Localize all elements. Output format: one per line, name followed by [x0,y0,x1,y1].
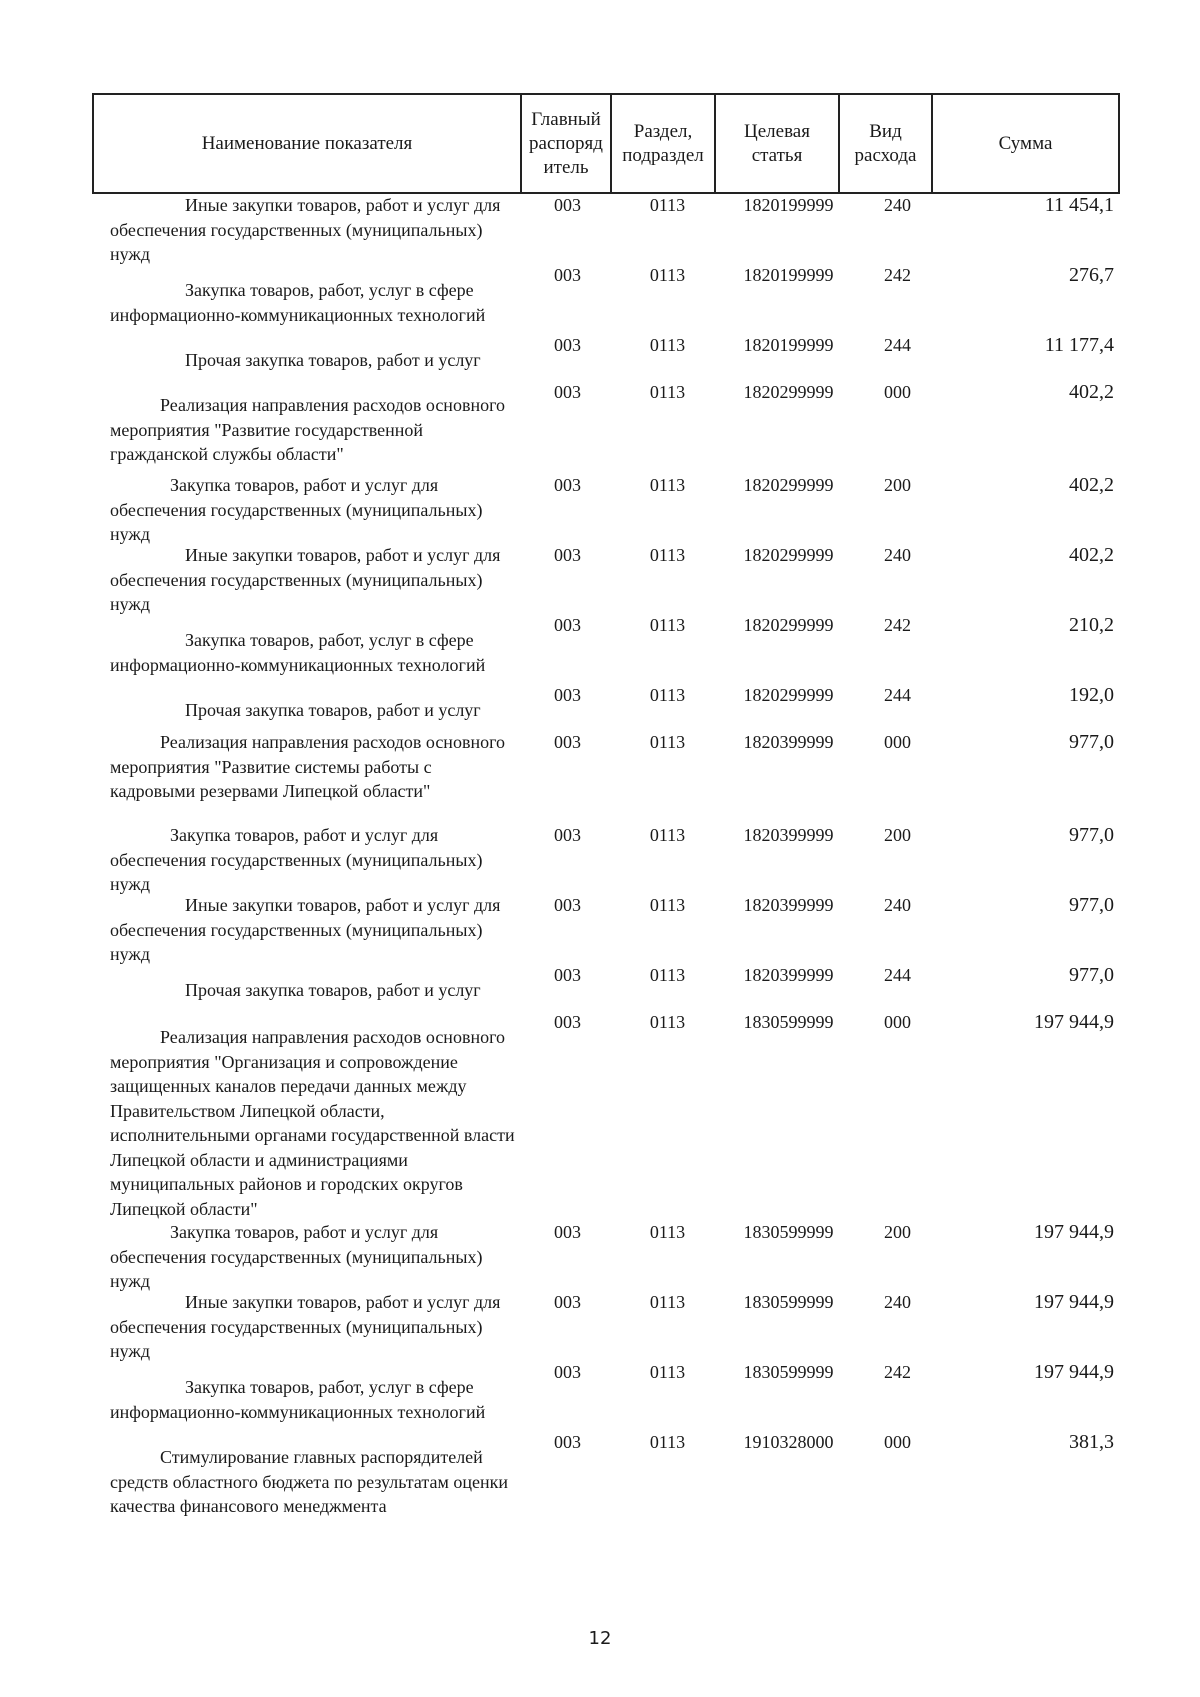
row-vid: 000 [884,1432,911,1452]
row-vid: 200 [884,1222,911,1242]
row-celevaya: 1820299999 [743,615,834,635]
row-razdel: 0113 [649,475,686,495]
row-razdel: 0113 [649,265,686,285]
row-summa: 197 944,9 [1034,1011,1114,1033]
row-summa: 210,2 [1069,614,1114,636]
row-celevaya: 1820399999 [743,965,834,985]
row-razdel: 0113 [649,195,686,215]
row-vid: 242 [884,615,911,635]
row-glavny: 003 [554,335,581,355]
header-vid: Вид расхода [839,94,932,193]
row-name: Закупка товаров, работ и услуг для обеспечения государственных (муниципальных) нужд [110,825,483,894]
header-name: Наименование показателя [93,94,521,193]
row-name: Стимулирование главных распорядителей средств областного бюджета по результатам оценки качества финансового менеджмента [110,1447,508,1516]
page-number: 12 [588,1628,612,1649]
row-vid: 240 [884,895,911,915]
header-celevaya: Целевая статья [715,94,839,193]
row-summa: 977,0 [1069,894,1114,916]
row-vid: 242 [884,265,911,285]
row-vid: 200 [884,475,911,495]
row-vid: 000 [884,1012,911,1032]
row-glavny: 003 [554,895,581,915]
row-razdel: 0113 [649,965,686,985]
row-razdel: 0113 [649,825,686,845]
row-razdel: 0113 [649,1432,686,1452]
row-name: Закупка товаров, работ и услуг для обеспечения государственных (муниципальных) нужд [110,1222,483,1291]
row-glavny: 003 [554,825,581,845]
row-vid: 000 [884,732,911,752]
row-glavny: 003 [554,1012,581,1032]
row-vid: 240 [884,545,911,565]
row-razdel: 0113 [649,615,686,635]
row-razdel: 0113 [649,732,686,752]
row-celevaya: 1910328000 [743,1432,834,1452]
row-name: Иные закупки товаров, работ и услуг для обеспечения государственных (муниципальных) нужд [110,1292,501,1361]
row-razdel: 0113 [649,335,686,355]
row-celevaya: 1820399999 [743,732,834,752]
row-vid: 242 [884,1362,911,1382]
row-razdel: 0113 [649,1222,686,1242]
row-glavny: 003 [554,195,581,215]
row-vid: 244 [884,965,911,985]
row-celevaya: 1830599999 [743,1362,834,1382]
row-name: Иные закупки товаров, работ и услуг для обеспечения государственных (муниципальных) нужд [110,895,501,964]
row-glavny: 003 [554,265,581,285]
row-celevaya: 1820299999 [743,382,834,402]
row-vid: 240 [884,1292,911,1312]
row-razdel: 0113 [649,1292,686,1312]
row-glavny: 003 [554,1222,581,1242]
header-summa: Сумма [932,94,1119,193]
row-name: Иные закупки товаров, работ и услуг для обеспечения государственных (муниципальных) нужд [110,545,501,614]
row-celevaya: 1830599999 [743,1292,834,1312]
row-razdel: 0113 [649,1012,686,1032]
row-vid: 244 [884,335,911,355]
row-name: Закупка товаров, работ, услуг в сфере информационно-коммуникационных технологий [110,630,486,675]
row-summa: 402,2 [1069,544,1114,566]
row-glavny: 003 [554,732,581,752]
row-name: Прочая закупка товаров, работ и услуг [185,350,481,370]
row-summa: 197 944,9 [1034,1291,1114,1313]
row-celevaya: 1820299999 [743,545,834,565]
header-razdel: Раздел, подраздел [611,94,715,193]
row-summa: 276,7 [1069,264,1114,286]
row-name: Реализация направления расходов основного мероприятия "Организация и сопровождение защищенных каналов передачи данных между Правительством Липецкой области, исполнительными органами государственной власти Липецкой области и администрациями муниципальных районов и городских округов Липецкой области" [110,1027,515,1219]
row-glavny: 003 [554,382,581,402]
row-summa: 977,0 [1069,824,1114,846]
row-celevaya: 1820299999 [743,685,834,705]
row-celevaya: 1820399999 [743,825,834,845]
row-name: Прочая закупка товаров, работ и услуг [185,700,481,720]
row-glavny: 003 [554,1362,581,1382]
row-name: Закупка товаров, работ и услуг для обеспечения государственных (муниципальных) нужд [110,475,483,544]
row-summa: 402,2 [1069,381,1114,403]
row-glavny: 003 [554,615,581,635]
row-name: Прочая закупка товаров, работ и услуг [185,980,481,1000]
row-name: Иные закупки товаров, работ и услуг для обеспечения государственных (муниципальных) нужд [110,195,501,264]
row-razdel: 0113 [649,1362,686,1382]
row-celevaya: 1830599999 [743,1222,834,1242]
row-name: Закупка товаров, работ, услуг в сфере информационно-коммуникационных технологий [110,280,486,325]
row-glavny: 003 [554,545,581,565]
row-name: Реализация направления расходов основного мероприятия "Развитие системы работы с кадровыми резервами Липецкой области" [110,732,506,801]
row-glavny: 003 [554,1432,581,1452]
row-celevaya: 1820199999 [743,195,834,215]
row-summa: 11 177,4 [1044,334,1114,356]
row-glavny: 003 [554,1292,581,1312]
row-summa: 197 944,9 [1034,1221,1114,1243]
row-razdel: 0113 [649,382,686,402]
row-summa: 197 944,9 [1034,1361,1114,1383]
row-vid: 200 [884,825,911,845]
row-summa: 192,0 [1069,684,1114,706]
row-summa: 11 454,1 [1044,194,1114,216]
row-glavny: 003 [554,965,581,985]
row-celevaya: 1820299999 [743,475,834,495]
row-name: Закупка товаров, работ, услуг в сфере информационно-коммуникационных технологий [110,1377,486,1422]
row-summa: 402,2 [1069,474,1114,496]
row-vid: 244 [884,685,911,705]
row-name: Реализация направления расходов основного мероприятия "Развитие государственной гражданской службы области" [110,395,506,464]
row-razdel: 0113 [649,545,686,565]
row-summa: 977,0 [1069,964,1114,986]
row-celevaya: 1820199999 [743,335,834,355]
row-summa: 381,3 [1069,1431,1114,1453]
row-glavny: 003 [554,685,581,705]
header-glavny: Главный распоряд итель [521,94,611,193]
row-razdel: 0113 [649,895,686,915]
row-celevaya: 1820199999 [743,265,834,285]
table-header [92,93,1120,194]
row-summa: 977,0 [1069,731,1114,753]
row-razdel: 0113 [649,685,686,705]
row-celevaya: 1830599999 [743,1012,834,1032]
row-celevaya: 1820399999 [743,895,834,915]
row-glavny: 003 [554,475,581,495]
row-vid: 240 [884,195,911,215]
row-vid: 000 [884,382,911,402]
